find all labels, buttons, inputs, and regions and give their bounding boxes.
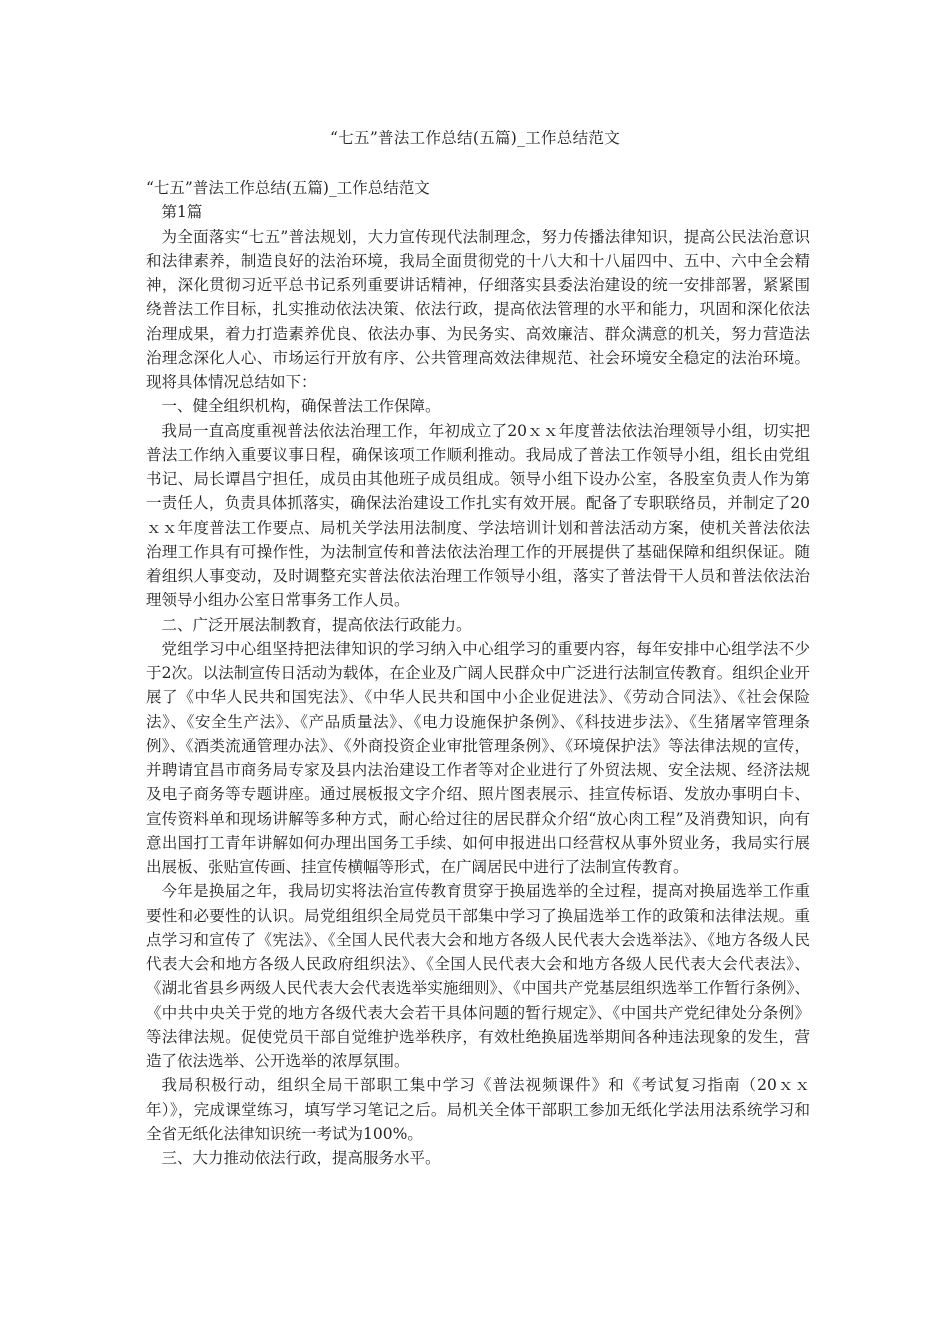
document-title: “七五”普法工作总结(五篇)_工作总结范文 bbox=[330, 129, 620, 147]
document-body bbox=[146, 176, 810, 1170]
paragraph-study: 我局积极行动，组织全局干部职工集中学习《普法视频课件》和《考试复习指南（20ｘｘ年）》，完成课堂练习，填写学习笔记之后。局机关全体干部职工参加无纸化学法用法系统学习和全省无纸化法律知识统一考试为100%。 bbox=[146, 1076, 810, 1143]
section-heading-2: 二、广泛开展法制教育，提高依法行政能力。 bbox=[161, 615, 472, 634]
paragraph-election: 今年是换届之年，我局切实将法治宣传教育贯穿于换届选举的全过程，提高对换届选举工作重要性和必要性的认识。局党组组织全局党员干部集中学习了换届选举工作的政策和法律法规。重点学习和宣传了《宪法》、《全国人民代表大会和地方各级人民代表大会选举法》、《地方各级人民代表大会和地方各级人民政府组织法》、《全国人民代表大会和地方各级人民代表大会代表法》、《湖北省县乡两级人民代表大会代表选举实施细则》、《中国共产党基层组织选举工作暂行条例》、《中共中央关于党的地方各级代表大会若干具体问题的暂行规定》、《中国共产党纪律处分条例》等法律法规。促使党员干部自觉维护选举秩序，有效杜绝换届选举期间各种违法现象的发生，营造了依法选举、公开选举的浓厚氛围。 bbox=[146, 882, 810, 1070]
paragraph-organization: 我局一直高度重视普法依法治理工作，年初成立了20ｘｘ年度普法依法治理领导小组，切实把普法工作纳入重要议事日程，确保该项工作顺利推动。我局成了普法工作领导小组，组长由党组书记、局长谭昌宁担任，成员由其他班子成员组成。领导小组下设办公室，各股室负责人作为第一责任人，负责具体抓落实，确保法治建设工作扎实有效开展。配备了专职联络员，并制定了20ｘｘ年度普法工作要点、局机关学法用法制度、学法培训计划和普法活动方案，使机关普法依法治理工作具有可操作性，为法制宣传和普法依法治理工作的开展提供了基础保障和组织保证。随着组织人事变动，及时调整充实普法依法治理工作领导小组，落实了普法骨干人员和普法依法治理领导小组办公室日常事务工作人员。 bbox=[146, 421, 810, 610]
section-heading-3: 三、大力推动依法行政，提高服务水平。 bbox=[161, 1149, 441, 1167]
document-subtitle: “七五”普法工作总结(五篇)_工作总结范文 bbox=[146, 179, 430, 197]
paragraph-intro: 为全面落实“七五”普法规划，大力宣传现代法制理念，努力传播法律知识，提高公民法治意识和法律素养，制造良好的法治环境，我局全面贯彻党的十八大和十八届四中、五中、六中全会精神，深化贯彻习近平总书记系列重要讲话精神，仔细落实县委法治建设的统一安排部署，紧紧围绕普法工作目标，扎实推动依法决策、依法行政，提高依法管理的水平和能力，巩固和深化依法治理成果，着力打造素养优良、依法办事、为民务实、高效廉洁、群众满意的机关，努力营造法治理念深化人心、市场运行开放有序、公共管理高效法律规范、社会环境安全稳定的法治环境。现将具体情况总结如下： bbox=[146, 227, 810, 391]
part-label: 第1篇 bbox=[161, 203, 203, 222]
section-heading-1: 一、健全组织机构，确保普法工作保障。 bbox=[161, 397, 441, 416]
paragraph-legal-education: 党组学习中心组坚持把法律知识的学习纳入中心组学习的重要内容，每年安排中心组学法不少于2次。以法制宣传日活动为载体，在企业及广阔人民群众中广泛进行法制宣传教育。组织企业开展了《中华人民共和国宪法》、《中华人民共和国中小企业促进法》、《劳动合同法》、《社会保险法》、《安全生产法》、《产品质量法》、《电力设施保护条例》、《科技进步法》、《生猪屠宰管理条例》、《酒类流通管理办法》、《外商投资企业审批管理条例》、《环境保护法》等法律法规的宣传，并聘请宜昌市商务局专家及县内法治建设工作者等对企业进行了外贸法规、安全法规、经济法规及电子商务等专题讲座。通过展板报文字介绍、照片图表展示、挂宣传标语、发放办事明白卡、宣传资料单和现场讲解等多种方式，耐心给过往的居民群众介绍“放心肉工程”及消费知识，向有意出国打工青年讲解如何办理出国务工手续、如何申报进出口经营权从事外贸业务，我局实行展出展板、张贴宣传画、挂宣传横幅等形式，在广阔居民中进行了法制宣传教育。 bbox=[146, 639, 810, 876]
